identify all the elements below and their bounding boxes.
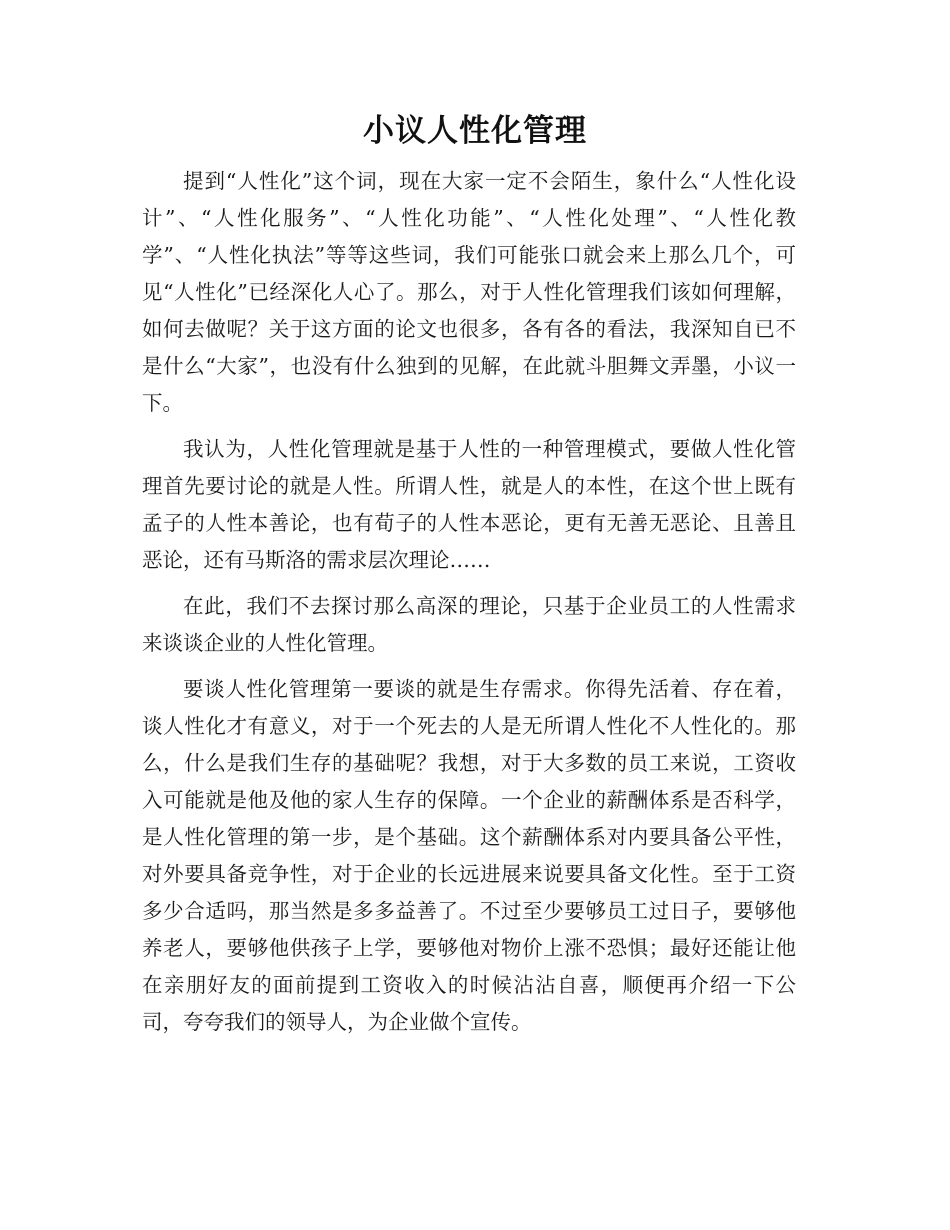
document-body <box>142 163 796 1050</box>
paragraph-1: 提到“人性化”这个词，现在大家一定不会陌生，象什么“人性化设计”、“人性化服务”、“人性化功能”、“人性化处理”、“人性化教学”、“人性化执法”等等这些词，我们可能张口就会来上那么几个，可见“人性化”已经深化人心了。那么，对于人性化管理我们该如何理解，如何去做呢？关于这方面的论文也很多，各有各的看法，我深知自已不是什么“大家”，也没有什么独到的见解，在此就斗胆舞文弄墨，小议一下。 <box>142 169 796 415</box>
paragraph-2: 我认为，人性化管理就是基于人性的一种管理模式，要做人性化管理首先要讨论的就是人性。所谓人性，就是人的本性，在这个世上既有孟子的人性本善论，也有荀子的人性本恶论，更有无善无恶论、且善且恶论，还有马斯洛的需求层次理论…… <box>142 437 796 572</box>
paragraph-3: 在此，我们不去探讨那么高深的理论，只基于企业员工的人性需求来谈谈企业的人性化管理。 <box>142 594 796 655</box>
document-title: 小议人性化管理 <box>363 113 587 149</box>
paragraph-4: 要谈人性化管理第一要谈的就是生存需求。你得先活着、存在着，谈人性化才有意义，对于一个死去的人是无所谓人性化不人性化的。那么，什么是我们生存的基础呢？我想，对于大多数的员工来说，工资收入可能就是他及他的家人生存的保障。一个企业的薪酬体系是否科学，是人性化管理的第一步，是个基础。这个薪酬体系对内要具备公平性，对外要具备竞争性，对于企业的长远进展来说要具备文化性。至于工资多少合适吗，那当然是多多益善了。不过至少要够员工过日子，要够他养老人，要够他供孩子上学，要够他对物价上涨不恐惧；最好还能让他在亲朋好友的面前提到工资收入的时候沾沾自喜，顺便再介绍一下公司，夸夸我们的领导人，为企业做个宣传。 <box>142 677 796 1034</box>
